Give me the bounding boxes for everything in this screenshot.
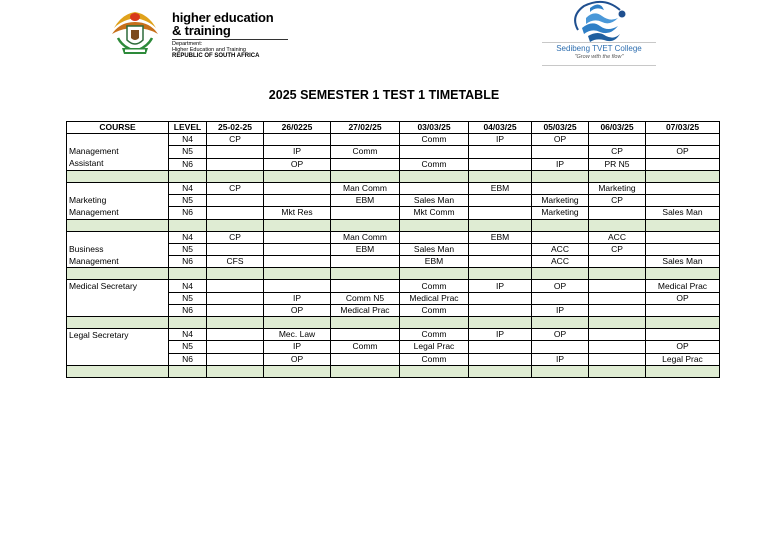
subject-cell: Marketing bbox=[589, 182, 646, 194]
separator-cell bbox=[169, 365, 207, 377]
separator-cell bbox=[331, 268, 400, 280]
level-cell: N6 bbox=[169, 353, 207, 365]
subject-cell: Comm bbox=[400, 353, 469, 365]
subject-cell: CP bbox=[207, 231, 264, 243]
separator-row bbox=[67, 268, 720, 280]
course-cell: Management bbox=[67, 256, 169, 268]
column-header: COURSE bbox=[67, 122, 169, 134]
subject-cell bbox=[589, 292, 646, 304]
separator-cell bbox=[532, 219, 589, 231]
subject-cell: IP bbox=[469, 134, 532, 146]
subject-cell: CP bbox=[207, 134, 264, 146]
course-cell bbox=[67, 182, 169, 194]
subject-cell: Mkt Res bbox=[264, 207, 331, 219]
course-cell: Management bbox=[67, 146, 169, 158]
subject-cell: Comm bbox=[400, 134, 469, 146]
separator-cell bbox=[264, 268, 331, 280]
subject-cell: CP bbox=[589, 146, 646, 158]
subject-cell: IP bbox=[264, 341, 331, 353]
subject-cell bbox=[400, 231, 469, 243]
separator-cell bbox=[400, 317, 469, 329]
separator-cell bbox=[400, 268, 469, 280]
subject-cell bbox=[469, 195, 532, 207]
course-cell bbox=[67, 341, 169, 353]
subject-cell bbox=[400, 146, 469, 158]
table-row bbox=[67, 243, 720, 255]
subject-cell bbox=[589, 134, 646, 146]
dept-country: REPUBLIC OF SOUTH AFRICA bbox=[172, 53, 260, 59]
course-cell bbox=[67, 304, 169, 316]
college-tagline: "Grow with the flow" bbox=[574, 54, 624, 60]
subject-cell bbox=[646, 195, 720, 207]
table-row bbox=[67, 341, 720, 353]
subject-cell: Man Comm bbox=[331, 231, 400, 243]
subject-cell bbox=[646, 231, 720, 243]
separator-cell bbox=[646, 268, 720, 280]
subject-cell bbox=[264, 182, 331, 194]
separator-cell bbox=[646, 219, 720, 231]
separator-cell bbox=[469, 365, 532, 377]
separator-cell bbox=[331, 317, 400, 329]
table-row bbox=[67, 353, 720, 365]
separator-cell bbox=[331, 170, 400, 182]
subject-cell bbox=[646, 243, 720, 255]
separator-row bbox=[67, 365, 720, 377]
subject-cell: OP bbox=[264, 304, 331, 316]
subject-cell bbox=[469, 292, 532, 304]
subject-cell: IP bbox=[532, 158, 589, 170]
course-cell: Medical Secretary bbox=[67, 280, 169, 292]
column-header: 07/03/25 bbox=[646, 122, 720, 134]
subject-cell: CP bbox=[589, 243, 646, 255]
subject-cell: Mkt Comm bbox=[400, 207, 469, 219]
subject-cell bbox=[532, 182, 589, 194]
separator-cell bbox=[207, 365, 264, 377]
subject-cell bbox=[331, 207, 400, 219]
college-name: Sedibeng TVET College bbox=[556, 44, 642, 53]
subject-cell: Comm bbox=[400, 304, 469, 316]
subject-cell: CP bbox=[207, 182, 264, 194]
subject-cell: Medical Prac bbox=[646, 280, 720, 292]
course-cell bbox=[67, 353, 169, 365]
subject-cell bbox=[331, 158, 400, 170]
separator-cell bbox=[589, 219, 646, 231]
separator-cell bbox=[469, 317, 532, 329]
separator-cell bbox=[169, 317, 207, 329]
timetable bbox=[66, 121, 720, 378]
separator-cell bbox=[589, 170, 646, 182]
separator-cell bbox=[264, 317, 331, 329]
level-cell: N6 bbox=[169, 207, 207, 219]
subject-cell bbox=[646, 158, 720, 170]
subject-cell: Comm bbox=[400, 158, 469, 170]
subject-cell: Medical Prac bbox=[400, 292, 469, 304]
table-row bbox=[67, 182, 720, 194]
column-header: 26/0225 bbox=[264, 122, 331, 134]
subject-cell bbox=[331, 256, 400, 268]
subject-cell: OP bbox=[646, 341, 720, 353]
subject-cell bbox=[264, 195, 331, 207]
subject-cell: Sales Man bbox=[400, 243, 469, 255]
subject-cell: OP bbox=[264, 158, 331, 170]
separator-cell bbox=[67, 268, 169, 280]
subject-cell bbox=[207, 243, 264, 255]
separator-cell bbox=[207, 170, 264, 182]
subject-cell bbox=[469, 243, 532, 255]
level-cell: N6 bbox=[169, 256, 207, 268]
subject-cell: ACC bbox=[532, 256, 589, 268]
separator-cell bbox=[169, 170, 207, 182]
dept-full-name: Higher Education and Training bbox=[172, 47, 246, 53]
subject-cell: CFS bbox=[207, 256, 264, 268]
subject-cell: Sales Man bbox=[400, 195, 469, 207]
level-cell: N4 bbox=[169, 134, 207, 146]
table-row bbox=[67, 195, 720, 207]
dept-name-line1: higher education bbox=[172, 10, 274, 25]
subject-cell bbox=[532, 341, 589, 353]
subject-cell bbox=[469, 207, 532, 219]
timetable-body bbox=[67, 134, 720, 378]
subject-cell: OP bbox=[532, 329, 589, 341]
subject-cell bbox=[207, 304, 264, 316]
sedibeng-logo-icon bbox=[564, 0, 634, 44]
header-row bbox=[67, 122, 720, 134]
subject-cell bbox=[469, 304, 532, 316]
separator-row bbox=[67, 219, 720, 231]
course-cell: Assistant bbox=[67, 158, 169, 170]
subject-cell bbox=[331, 329, 400, 341]
column-header: 27/02/25 bbox=[331, 122, 400, 134]
separator-cell bbox=[532, 365, 589, 377]
separator-cell bbox=[469, 268, 532, 280]
subject-cell: IP bbox=[532, 304, 589, 316]
subject-cell: ACC bbox=[589, 231, 646, 243]
subject-cell bbox=[207, 329, 264, 341]
subject-cell bbox=[207, 341, 264, 353]
dept-divider bbox=[172, 39, 288, 40]
separator-cell bbox=[331, 219, 400, 231]
subject-cell bbox=[264, 256, 331, 268]
subject-cell: IP bbox=[532, 353, 589, 365]
table-row bbox=[67, 207, 720, 219]
subject-cell bbox=[589, 304, 646, 316]
separator-cell bbox=[532, 268, 589, 280]
separator-cell bbox=[169, 219, 207, 231]
course-cell: Legal Secretary bbox=[67, 329, 169, 341]
separator-cell bbox=[589, 268, 646, 280]
table-row bbox=[67, 280, 720, 292]
subject-cell: Comm bbox=[331, 341, 400, 353]
subject-cell bbox=[264, 243, 331, 255]
subject-cell: Marketing bbox=[532, 195, 589, 207]
subject-cell bbox=[207, 146, 264, 158]
separator-cell bbox=[400, 170, 469, 182]
level-cell: N5 bbox=[169, 292, 207, 304]
dept-name-line2: & training bbox=[172, 23, 231, 38]
subject-cell: OP bbox=[646, 146, 720, 158]
subject-cell bbox=[469, 353, 532, 365]
table-row bbox=[67, 292, 720, 304]
coat-of-arms-icon bbox=[108, 8, 162, 56]
separator-cell bbox=[67, 365, 169, 377]
subject-cell bbox=[331, 353, 400, 365]
column-header: 03/03/25 bbox=[400, 122, 469, 134]
subject-cell: OP bbox=[264, 353, 331, 365]
subject-cell bbox=[646, 304, 720, 316]
subject-cell bbox=[646, 134, 720, 146]
separator-cell bbox=[589, 317, 646, 329]
subject-cell: PR N5 bbox=[589, 158, 646, 170]
separator-cell bbox=[469, 219, 532, 231]
level-cell: N6 bbox=[169, 304, 207, 316]
subject-cell: Sales Man bbox=[646, 207, 720, 219]
separator-cell bbox=[67, 170, 169, 182]
course-cell: Business bbox=[67, 243, 169, 255]
subject-cell: Comm N5 bbox=[331, 292, 400, 304]
subject-cell bbox=[331, 280, 400, 292]
subject-cell: EBM bbox=[331, 243, 400, 255]
page-title: 2025 SEMESTER 1 TEST 1 TIMETABLE bbox=[268, 88, 500, 102]
subject-cell bbox=[589, 256, 646, 268]
level-cell: N5 bbox=[169, 341, 207, 353]
subject-cell: ACC bbox=[532, 243, 589, 255]
separator-cell bbox=[207, 219, 264, 231]
level-cell: N5 bbox=[169, 243, 207, 255]
subject-cell bbox=[646, 329, 720, 341]
separator-cell bbox=[646, 365, 720, 377]
subject-cell: EBM bbox=[400, 256, 469, 268]
subject-cell bbox=[532, 292, 589, 304]
subject-cell: EBM bbox=[331, 195, 400, 207]
subject-cell bbox=[207, 292, 264, 304]
column-header: 25-02-25 bbox=[207, 122, 264, 134]
subject-cell: Marketing bbox=[532, 207, 589, 219]
table-row bbox=[67, 256, 720, 268]
column-header: 06/03/25 bbox=[589, 122, 646, 134]
level-cell: N4 bbox=[169, 182, 207, 194]
subject-cell bbox=[589, 207, 646, 219]
separator-cell bbox=[469, 170, 532, 182]
separator-cell bbox=[646, 170, 720, 182]
subject-cell: EBM bbox=[469, 182, 532, 194]
dept-label: Department: bbox=[172, 41, 203, 47]
level-cell: N4 bbox=[169, 329, 207, 341]
subject-cell bbox=[207, 195, 264, 207]
subject-cell: CP bbox=[589, 195, 646, 207]
subject-cell bbox=[207, 158, 264, 170]
subject-cell: IP bbox=[264, 292, 331, 304]
subject-cell: EBM bbox=[469, 231, 532, 243]
table-row bbox=[67, 134, 720, 146]
subject-cell bbox=[646, 182, 720, 194]
table-row bbox=[67, 231, 720, 243]
table-row bbox=[67, 304, 720, 316]
separator-cell bbox=[589, 365, 646, 377]
level-cell: N5 bbox=[169, 195, 207, 207]
course-cell: Marketing bbox=[67, 195, 169, 207]
subject-cell: Sales Man bbox=[646, 256, 720, 268]
table-row bbox=[67, 158, 720, 170]
separator-cell bbox=[169, 268, 207, 280]
subject-cell: OP bbox=[532, 280, 589, 292]
subject-cell bbox=[469, 158, 532, 170]
department-logo-block bbox=[108, 8, 298, 58]
separator-cell bbox=[67, 219, 169, 231]
subject-cell bbox=[264, 231, 331, 243]
separator-cell bbox=[532, 170, 589, 182]
separator-cell bbox=[264, 219, 331, 231]
separator-cell bbox=[67, 317, 169, 329]
course-cell: Management bbox=[67, 207, 169, 219]
subject-cell: IP bbox=[469, 280, 532, 292]
course-cell bbox=[67, 231, 169, 243]
separator-cell bbox=[331, 365, 400, 377]
subject-cell: Comm bbox=[331, 146, 400, 158]
subject-cell bbox=[469, 341, 532, 353]
subject-cell bbox=[207, 280, 264, 292]
subject-cell: OP bbox=[646, 292, 720, 304]
subject-cell: Medical Prac bbox=[331, 304, 400, 316]
subject-cell bbox=[589, 341, 646, 353]
subject-cell: IP bbox=[264, 146, 331, 158]
separator-cell bbox=[207, 317, 264, 329]
separator-cell bbox=[646, 317, 720, 329]
subject-cell bbox=[589, 353, 646, 365]
course-cell bbox=[67, 134, 169, 146]
separator-cell bbox=[264, 170, 331, 182]
subject-cell bbox=[331, 134, 400, 146]
course-cell bbox=[67, 292, 169, 304]
table-row bbox=[67, 146, 720, 158]
subject-cell bbox=[400, 182, 469, 194]
subject-cell bbox=[532, 231, 589, 243]
subject-cell bbox=[264, 280, 331, 292]
subject-cell: OP bbox=[532, 134, 589, 146]
table-row bbox=[67, 329, 720, 341]
separator-cell bbox=[207, 268, 264, 280]
subject-cell bbox=[469, 146, 532, 158]
separator-cell bbox=[400, 219, 469, 231]
separator-row bbox=[67, 170, 720, 182]
level-cell: N4 bbox=[169, 280, 207, 292]
column-header: LEVEL bbox=[169, 122, 207, 134]
subject-cell bbox=[469, 256, 532, 268]
subject-cell: IP bbox=[469, 329, 532, 341]
level-cell: N4 bbox=[169, 231, 207, 243]
subject-cell bbox=[589, 280, 646, 292]
subject-cell bbox=[207, 353, 264, 365]
subject-cell bbox=[207, 207, 264, 219]
level-cell: N5 bbox=[169, 146, 207, 158]
level-cell: N6 bbox=[169, 158, 207, 170]
separator-cell bbox=[532, 317, 589, 329]
subject-cell bbox=[589, 329, 646, 341]
college-logo-block bbox=[540, 0, 660, 66]
separator-cell bbox=[400, 365, 469, 377]
separator-cell bbox=[264, 365, 331, 377]
subject-cell: Mec. Law bbox=[264, 329, 331, 341]
subject-cell bbox=[532, 146, 589, 158]
column-header: 05/03/25 bbox=[532, 122, 589, 134]
subject-cell: Comm bbox=[400, 280, 469, 292]
subject-cell: Legal Prac bbox=[646, 353, 720, 365]
separator-row bbox=[67, 317, 720, 329]
subject-cell bbox=[264, 134, 331, 146]
subject-cell: Comm bbox=[400, 329, 469, 341]
column-header: 04/03/25 bbox=[469, 122, 532, 134]
subject-cell: Legal Prac bbox=[400, 341, 469, 353]
subject-cell: Man Comm bbox=[331, 182, 400, 194]
